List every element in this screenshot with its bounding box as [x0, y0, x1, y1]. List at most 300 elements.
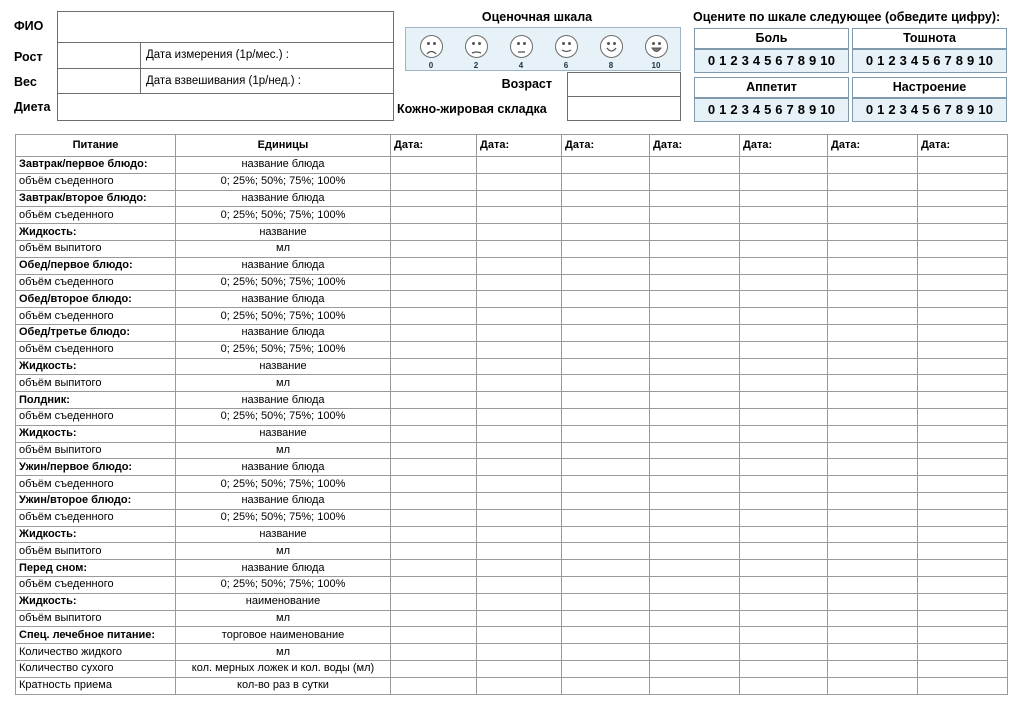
- row-unit: название: [176, 358, 391, 375]
- entry-cell[interactable]: [391, 291, 477, 308]
- entry-cell[interactable]: [391, 425, 477, 442]
- entry-cell[interactable]: [391, 392, 477, 409]
- row-unit: кол-во раз в сутки: [176, 677, 391, 694]
- entry-cell[interactable]: [650, 308, 740, 325]
- entry-cell[interactable]: [918, 190, 1008, 207]
- entry-cell[interactable]: [740, 291, 828, 308]
- row-label: Ужин/первое блюдо:: [16, 459, 176, 476]
- row-unit: название блюда: [176, 459, 391, 476]
- table-row: [16, 543, 1008, 560]
- entry-cell[interactable]: [740, 644, 828, 661]
- entry-cell[interactable]: [477, 576, 562, 593]
- entry-cell[interactable]: [391, 459, 477, 476]
- row-unit: название блюда: [176, 560, 391, 577]
- entry-cell[interactable]: [562, 476, 650, 493]
- entry-cell[interactable]: [391, 442, 477, 459]
- rating-mood-scale[interactable]: 0 1 2 3 4 5 6 7 8 9 10: [852, 98, 1007, 122]
- entry-cell[interactable]: [477, 492, 562, 509]
- entry-cell[interactable]: [740, 173, 828, 190]
- entry-cell[interactable]: [391, 543, 477, 560]
- entry-cell[interactable]: [740, 492, 828, 509]
- entry-cell[interactable]: [828, 324, 918, 341]
- entry-cell[interactable]: [828, 224, 918, 241]
- entry-cell[interactable]: [391, 677, 477, 694]
- table-row: [16, 324, 1008, 341]
- entry-cell[interactable]: [477, 173, 562, 190]
- row-unit: название: [176, 526, 391, 543]
- entry-cell[interactable]: [391, 593, 477, 610]
- entry-cell[interactable]: [650, 274, 740, 291]
- entry-cell[interactable]: [828, 358, 918, 375]
- entry-cell[interactable]: [562, 660, 650, 677]
- measure-date-field[interactable]: [140, 42, 394, 69]
- entry-cell[interactable]: [477, 274, 562, 291]
- entry-cell[interactable]: [918, 358, 1008, 375]
- entry-cell[interactable]: [650, 459, 740, 476]
- col-header-date-4[interactable]: Дата:: [650, 135, 740, 157]
- entry-cell[interactable]: [740, 442, 828, 459]
- row-unit: 0; 25%; 50%; 75%; 100%: [176, 173, 391, 190]
- face-neutral-icon: [510, 35, 533, 58]
- entry-cell[interactable]: [562, 291, 650, 308]
- entry-cell[interactable]: [918, 610, 1008, 627]
- entry-cell[interactable]: [477, 375, 562, 392]
- entry-cell[interactable]: [477, 324, 562, 341]
- entry-cell[interactable]: [740, 274, 828, 291]
- col-header-date-5[interactable]: Дата:: [740, 135, 828, 157]
- row-label: Кратность приема: [16, 677, 176, 694]
- entry-cell[interactable]: [477, 425, 562, 442]
- col-header-date-3[interactable]: Дата:: [562, 135, 650, 157]
- entry-cell[interactable]: [650, 593, 740, 610]
- entry-cell[interactable]: [477, 291, 562, 308]
- entry-cell[interactable]: [477, 627, 562, 644]
- entry-cell[interactable]: [562, 408, 650, 425]
- entry-cell[interactable]: [650, 660, 740, 677]
- row-unit: название: [176, 425, 391, 442]
- rating-pain-scale[interactable]: 0 1 2 3 4 5 6 7 8 9 10: [694, 49, 849, 73]
- entry-cell[interactable]: [828, 509, 918, 526]
- entry-cell[interactable]: [477, 157, 562, 174]
- entry-cell[interactable]: [740, 157, 828, 174]
- entry-cell[interactable]: [391, 224, 477, 241]
- rating-mood-label: Настроение: [852, 77, 1007, 98]
- entry-cell[interactable]: [740, 408, 828, 425]
- entry-cell[interactable]: [918, 324, 1008, 341]
- entry-cell[interactable]: [918, 660, 1008, 677]
- entry-cell[interactable]: [391, 610, 477, 627]
- entry-cell[interactable]: [391, 274, 477, 291]
- entry-cell[interactable]: [562, 509, 650, 526]
- entry-cell[interactable]: [740, 660, 828, 677]
- entry-cell[interactable]: [918, 408, 1008, 425]
- entry-cell[interactable]: [740, 476, 828, 493]
- entry-cell[interactable]: [477, 677, 562, 694]
- entry-cell[interactable]: [650, 224, 740, 241]
- row-label: Обед/первое блюдо:: [16, 257, 176, 274]
- entry-cell[interactable]: [918, 207, 1008, 224]
- age-field[interactable]: [567, 72, 681, 97]
- entry-cell[interactable]: [562, 308, 650, 325]
- entry-cell[interactable]: [477, 476, 562, 493]
- entry-cell[interactable]: [740, 610, 828, 627]
- entry-cell[interactable]: [391, 308, 477, 325]
- entry-cell[interactable]: [828, 425, 918, 442]
- entry-cell[interactable]: [740, 240, 828, 257]
- entry-cell[interactable]: [650, 408, 740, 425]
- entry-cell[interactable]: [828, 644, 918, 661]
- table-row: [16, 509, 1008, 526]
- entry-cell[interactable]: [477, 526, 562, 543]
- entry-cell[interactable]: [918, 492, 1008, 509]
- entry-cell[interactable]: [562, 593, 650, 610]
- scale-value-2: 2: [473, 61, 479, 70]
- entry-cell[interactable]: [650, 560, 740, 577]
- entry-cell[interactable]: [562, 442, 650, 459]
- entry-cell[interactable]: [562, 224, 650, 241]
- entry-cell[interactable]: [828, 442, 918, 459]
- entry-cell[interactable]: [391, 157, 477, 174]
- row-label: объём съеденного: [16, 408, 176, 425]
- entry-cell[interactable]: [918, 593, 1008, 610]
- entry-cell[interactable]: [650, 240, 740, 257]
- col-header-nutrition: Питание: [16, 135, 176, 157]
- entry-cell[interactable]: [477, 543, 562, 560]
- entry-cell[interactable]: [918, 543, 1008, 560]
- entry-cell[interactable]: [650, 157, 740, 174]
- entry-cell[interactable]: [650, 492, 740, 509]
- entry-cell[interactable]: [391, 358, 477, 375]
- row-label: объём выпитого: [16, 543, 176, 560]
- entry-cell[interactable]: [650, 442, 740, 459]
- entry-cell[interactable]: [650, 173, 740, 190]
- face-slight-smile-icon: [555, 35, 578, 58]
- entry-cell[interactable]: [562, 644, 650, 661]
- entry-cell[interactable]: [391, 660, 477, 677]
- table-header-row: [16, 135, 1008, 157]
- col-header-date-6[interactable]: Дата:: [828, 135, 918, 157]
- entry-cell[interactable]: [918, 627, 1008, 644]
- entry-cell[interactable]: [477, 408, 562, 425]
- entry-cell[interactable]: [391, 240, 477, 257]
- entry-cell[interactable]: [918, 157, 1008, 174]
- entry-cell[interactable]: [740, 543, 828, 560]
- entry-cell[interactable]: [828, 291, 918, 308]
- table-row: [16, 593, 1008, 610]
- entry-cell[interactable]: [477, 257, 562, 274]
- scale-value-8: 8: [608, 61, 614, 70]
- weigh-date-label: Дата взвешивания (1р/нед.) :: [146, 75, 301, 87]
- entry-cell[interactable]: [391, 576, 477, 593]
- entry-cell[interactable]: [650, 677, 740, 694]
- entry-cell[interactable]: [650, 207, 740, 224]
- entry-cell[interactable]: [391, 560, 477, 577]
- entry-cell[interactable]: [477, 509, 562, 526]
- entry-cell[interactable]: [391, 526, 477, 543]
- entry-cell[interactable]: [918, 677, 1008, 694]
- entry-cell[interactable]: [650, 341, 740, 358]
- entry-cell[interactable]: [650, 257, 740, 274]
- col-header-date-1[interactable]: Дата:: [391, 135, 477, 157]
- entry-cell[interactable]: [477, 207, 562, 224]
- entry-cell[interactable]: [918, 224, 1008, 241]
- entry-cell[interactable]: [477, 593, 562, 610]
- entry-cell[interactable]: [391, 644, 477, 661]
- entry-cell[interactable]: [740, 392, 828, 409]
- table-body: [16, 157, 1008, 695]
- entry-cell[interactable]: [391, 341, 477, 358]
- diet-field[interactable]: [57, 93, 394, 121]
- entry-cell[interactable]: [918, 257, 1008, 274]
- entry-cell[interactable]: [562, 375, 650, 392]
- entry-cell[interactable]: [740, 207, 828, 224]
- entry-cell[interactable]: [391, 375, 477, 392]
- entry-cell[interactable]: [477, 442, 562, 459]
- entry-cell[interactable]: [562, 459, 650, 476]
- row-label: Перед сном:: [16, 560, 176, 577]
- entry-cell[interactable]: [918, 392, 1008, 409]
- face-laughing-icon: [645, 35, 668, 58]
- entry-cell[interactable]: [562, 526, 650, 543]
- entry-cell[interactable]: [391, 190, 477, 207]
- row-unit: мл: [176, 543, 391, 560]
- entry-cell[interactable]: [828, 341, 918, 358]
- entry-cell[interactable]: [650, 576, 740, 593]
- entry-cell[interactable]: [562, 240, 650, 257]
- entry-cell[interactable]: [740, 459, 828, 476]
- entry-cell[interactable]: [828, 610, 918, 627]
- entry-cell[interactable]: [650, 543, 740, 560]
- entry-cell[interactable]: [562, 358, 650, 375]
- entry-cell[interactable]: [828, 593, 918, 610]
- entry-cell[interactable]: [477, 660, 562, 677]
- skinfold-field[interactable]: [567, 96, 681, 121]
- entry-cell[interactable]: [562, 543, 650, 560]
- entry-cell[interactable]: [650, 324, 740, 341]
- entry-cell[interactable]: [562, 324, 650, 341]
- entry-cell[interactable]: [391, 476, 477, 493]
- entry-cell[interactable]: [740, 308, 828, 325]
- entry-cell[interactable]: [562, 425, 650, 442]
- weigh-date-field[interactable]: [140, 68, 394, 94]
- row-label: Жидкость:: [16, 425, 176, 442]
- entry-cell[interactable]: [828, 308, 918, 325]
- entry-cell[interactable]: [650, 627, 740, 644]
- entry-cell[interactable]: [391, 173, 477, 190]
- entry-cell[interactable]: [740, 324, 828, 341]
- entry-cell[interactable]: [477, 644, 562, 661]
- entry-cell[interactable]: [562, 173, 650, 190]
- entry-cell[interactable]: [740, 257, 828, 274]
- entry-cell[interactable]: [650, 375, 740, 392]
- entry-cell[interactable]: [650, 358, 740, 375]
- row-unit: наименование: [176, 593, 391, 610]
- entry-cell[interactable]: [828, 660, 918, 677]
- entry-cell[interactable]: [918, 576, 1008, 593]
- entry-cell[interactable]: [562, 274, 650, 291]
- entry-cell[interactable]: [650, 644, 740, 661]
- entry-cell[interactable]: [477, 392, 562, 409]
- entry-cell[interactable]: [918, 459, 1008, 476]
- rating-nausea-scale[interactable]: 0 1 2 3 4 5 6 7 8 9 10: [852, 49, 1007, 73]
- rating-pain-label: Боль: [694, 28, 849, 49]
- row-label: Полдник:: [16, 392, 176, 409]
- entry-cell[interactable]: [562, 627, 650, 644]
- entry-cell[interactable]: [740, 358, 828, 375]
- entry-cell[interactable]: [650, 291, 740, 308]
- entry-cell[interactable]: [828, 459, 918, 476]
- entry-cell[interactable]: [828, 274, 918, 291]
- entry-cell[interactable]: [650, 476, 740, 493]
- entry-cell[interactable]: [477, 240, 562, 257]
- entry-cell[interactable]: [391, 408, 477, 425]
- entry-cell[interactable]: [828, 560, 918, 577]
- entry-cell[interactable]: [918, 425, 1008, 442]
- row-label: Спец. лечебное питание:: [16, 627, 176, 644]
- entry-cell[interactable]: [477, 459, 562, 476]
- entry-cell[interactable]: [828, 408, 918, 425]
- entry-cell[interactable]: [477, 190, 562, 207]
- smiley-scale: [405, 27, 681, 71]
- entry-cell[interactable]: [828, 190, 918, 207]
- entry-cell[interactable]: [828, 543, 918, 560]
- entry-cell[interactable]: [918, 375, 1008, 392]
- entry-cell[interactable]: [918, 291, 1008, 308]
- entry-cell[interactable]: [918, 173, 1008, 190]
- row-unit: название: [176, 224, 391, 241]
- row-label: объём съеденного: [16, 576, 176, 593]
- table-row: [16, 190, 1008, 207]
- entry-cell[interactable]: [828, 375, 918, 392]
- col-header-date-2[interactable]: Дата:: [477, 135, 562, 157]
- row-label: объём съеденного: [16, 476, 176, 493]
- entry-cell[interactable]: [918, 644, 1008, 661]
- row-label: объём съеденного: [16, 308, 176, 325]
- row-label: объём съеденного: [16, 341, 176, 358]
- entry-cell[interactable]: [918, 476, 1008, 493]
- entry-cell[interactable]: [650, 509, 740, 526]
- age-label: Возраст: [501, 77, 552, 91]
- entry-cell[interactable]: [650, 526, 740, 543]
- entry-cell[interactable]: [391, 257, 477, 274]
- entry-cell[interactable]: [477, 224, 562, 241]
- rating-appetite-scale[interactable]: 0 1 2 3 4 5 6 7 8 9 10: [694, 98, 849, 122]
- entry-cell[interactable]: [477, 341, 562, 358]
- table-row: [16, 358, 1008, 375]
- row-unit: 0; 25%; 50%; 75%; 100%: [176, 308, 391, 325]
- row-unit: 0; 25%; 50%; 75%; 100%: [176, 576, 391, 593]
- entry-cell[interactable]: [650, 610, 740, 627]
- entry-cell[interactable]: [477, 358, 562, 375]
- row-label: Количество жидкого: [16, 644, 176, 661]
- row-unit: 0; 25%; 50%; 75%; 100%: [176, 341, 391, 358]
- entry-cell[interactable]: [740, 425, 828, 442]
- entry-cell[interactable]: [562, 207, 650, 224]
- entry-cell[interactable]: [918, 240, 1008, 257]
- entry-cell[interactable]: [828, 207, 918, 224]
- table-row: [16, 526, 1008, 543]
- row-unit: название блюда: [176, 492, 391, 509]
- entry-cell[interactable]: [477, 560, 562, 577]
- entry-cell[interactable]: [477, 610, 562, 627]
- smiley-scale-title: Оценочная шкала: [481, 10, 593, 24]
- table-row: [16, 308, 1008, 325]
- scale-value-10: 10: [651, 61, 661, 70]
- entry-cell[interactable]: [562, 610, 650, 627]
- measure-date-label: Дата измерения (1р/мес.) :: [146, 49, 289, 61]
- entry-cell[interactable]: [562, 190, 650, 207]
- entry-cell[interactable]: [562, 560, 650, 577]
- entry-cell[interactable]: [650, 190, 740, 207]
- entry-cell[interactable]: [562, 392, 650, 409]
- entry-cell[interactable]: [828, 173, 918, 190]
- entry-cell[interactable]: [740, 341, 828, 358]
- entry-cell[interactable]: [391, 627, 477, 644]
- entry-cell[interactable]: [650, 392, 740, 409]
- entry-cell[interactable]: [828, 677, 918, 694]
- weight-field[interactable]: [57, 68, 141, 94]
- entry-cell[interactable]: [562, 576, 650, 593]
- entry-cell[interactable]: [828, 157, 918, 174]
- skinfold-label: Кожно-жировая складка: [397, 102, 547, 116]
- entry-cell[interactable]: [391, 492, 477, 509]
- entry-cell[interactable]: [740, 224, 828, 241]
- entry-cell[interactable]: [918, 442, 1008, 459]
- entry-cell[interactable]: [562, 257, 650, 274]
- entry-cell[interactable]: [828, 492, 918, 509]
- row-label: объём съеденного: [16, 274, 176, 291]
- entry-cell[interactable]: [828, 240, 918, 257]
- entry-cell[interactable]: [391, 509, 477, 526]
- entry-cell[interactable]: [562, 157, 650, 174]
- entry-cell[interactable]: [828, 392, 918, 409]
- entry-cell[interactable]: [391, 207, 477, 224]
- entry-cell[interactable]: [918, 509, 1008, 526]
- entry-cell[interactable]: [918, 560, 1008, 577]
- entry-cell[interactable]: [828, 526, 918, 543]
- col-header-date-7[interactable]: Дата:: [918, 135, 1008, 157]
- entry-cell[interactable]: [828, 476, 918, 493]
- entry-cell[interactable]: [918, 341, 1008, 358]
- entry-cell[interactable]: [740, 627, 828, 644]
- entry-cell[interactable]: [828, 627, 918, 644]
- entry-cell[interactable]: [918, 308, 1008, 325]
- entry-cell[interactable]: [562, 341, 650, 358]
- row-label: объём съеденного: [16, 207, 176, 224]
- table-row: [16, 560, 1008, 577]
- entry-cell[interactable]: [562, 677, 650, 694]
- entry-cell[interactable]: [918, 274, 1008, 291]
- entry-cell[interactable]: [740, 576, 828, 593]
- entry-cell[interactable]: [740, 677, 828, 694]
- entry-cell[interactable]: [740, 593, 828, 610]
- entry-cell[interactable]: [650, 425, 740, 442]
- height-field[interactable]: [57, 42, 141, 69]
- entry-cell[interactable]: [828, 576, 918, 593]
- entry-cell[interactable]: [740, 509, 828, 526]
- entry-cell[interactable]: [828, 257, 918, 274]
- entry-cell[interactable]: [740, 190, 828, 207]
- entry-cell[interactable]: [740, 375, 828, 392]
- entry-cell[interactable]: [740, 560, 828, 577]
- entry-cell[interactable]: [918, 526, 1008, 543]
- entry-cell[interactable]: [740, 526, 828, 543]
- entry-cell[interactable]: [562, 492, 650, 509]
- entry-cell[interactable]: [477, 308, 562, 325]
- fio-field[interactable]: [57, 11, 394, 43]
- entry-cell[interactable]: [391, 324, 477, 341]
- table-row: [16, 492, 1008, 509]
